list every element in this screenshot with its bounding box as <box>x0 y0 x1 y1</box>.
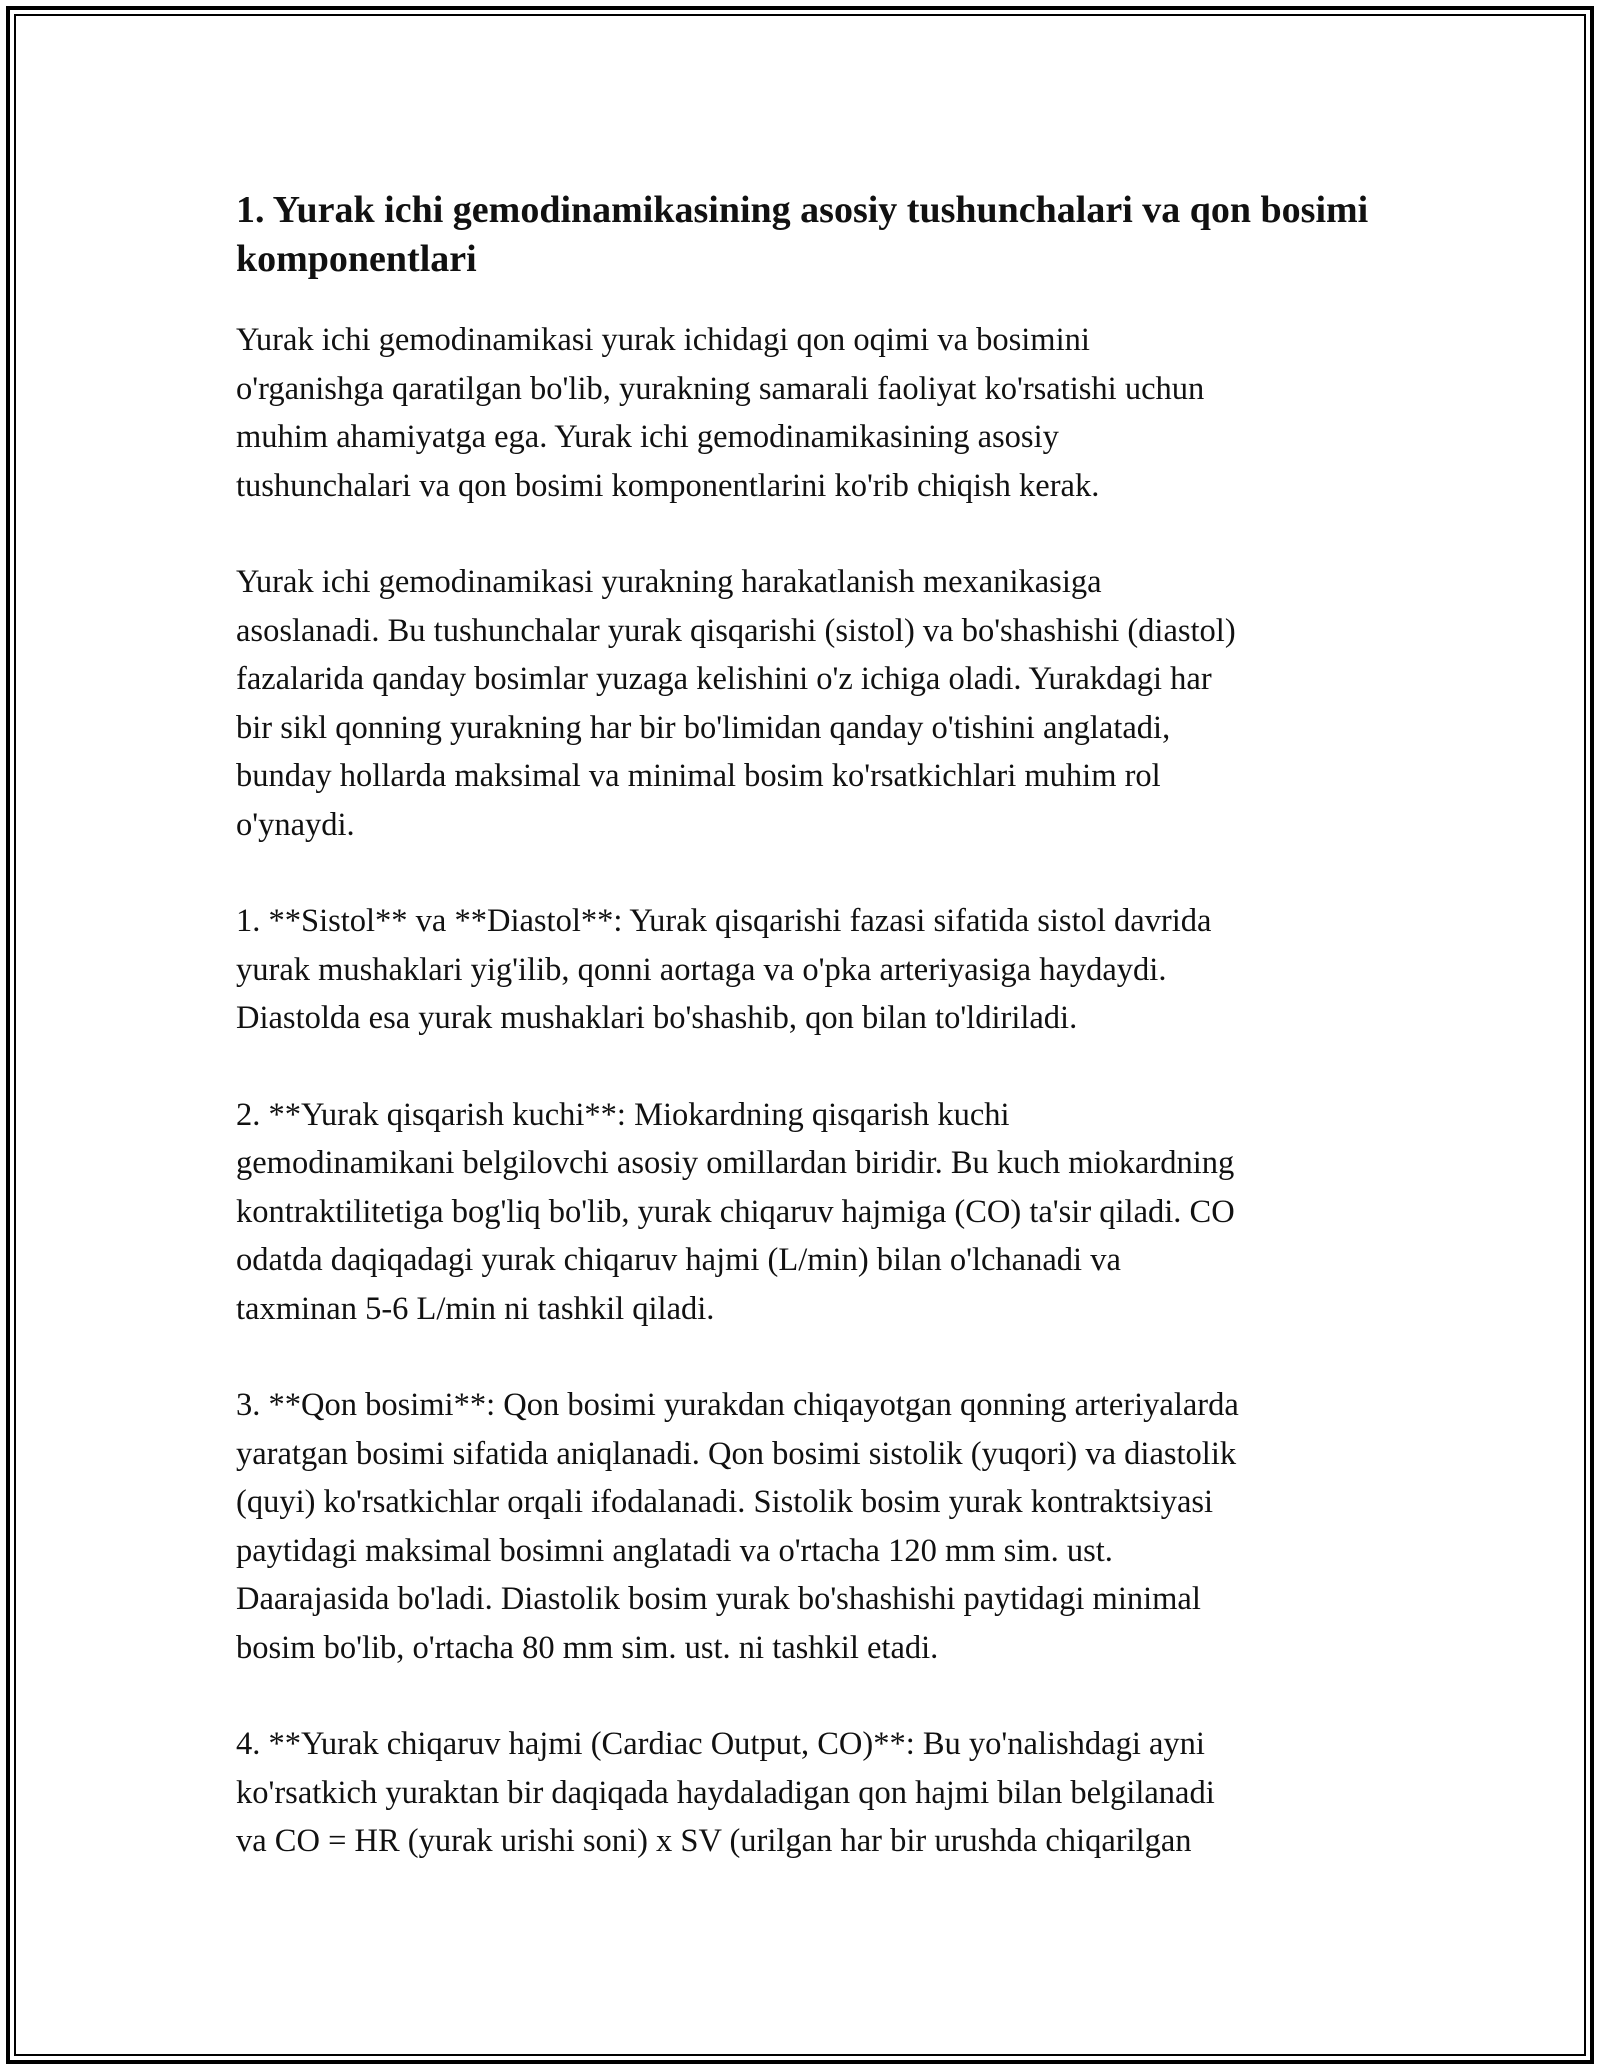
document-body <box>236 186 1376 1866</box>
list-item-sistol-diastol: 1. **Sistol** va **Diastol**: Yurak qisqarishi fazasi sifatida sistol davrida yurak mushaklari yig'ilib, qonni aortaga va o'pka arteriyasiga haydaydi. Diastolda esa yurak mushaklari bo'shashib, qon bilan to'ldiriladi. <box>236 903 1212 1036</box>
paragraph-mechanics: Yurak ichi gemodinamikasi yurakning harakatlanish mexanikasiga asoslanadi. Bu tushunchalar yurak qisqarishi (sistol) va bo'shashishi (diastol) fazalarida qanday bosimlar yuzaga kelishini o'z ichiga oladi. Yurakdagi har bir sikl qonning yurakning har bir bo'limidan qanday o'tishini anglatadi, bunday hollarda maksimal va minimal bosim ko'rsatkichlari muhim rol o'ynaydi. <box>236 564 1236 843</box>
list-item-blood-pressure: 3. **Qon bosimi**: Qon bosimi yurakdan chiqayotgan qonning arteriyalarda yaratgan bosimi sifatida aniqlanadi. Qon bosimi sistolik (yuqori) va diastolik (quyi) ko'rsatkichlar orqali ifodalanadi. Sistolik bosim yurak kontraktsiyasi paytidagi maksimal bosimni anglatadi va o'rtacha 120 mm sim. ust. Daarajasida bo'ladi. Diastolik bosim yurak bo'shashishi paytidagi minimal bosim bo'lib, o'rtacha 80 mm sim. ust. ni tashkil etadi. <box>236 1387 1239 1666</box>
list-item-contraction-force: 2. **Yurak qisqarish kuchi**: Miokardning qisqarish kuchi gemodinamikani belgilovchi asosiy omillardan biridir. Bu kuch miokardning kontraktilitetiga bog'liq bo'lib, yurak chiqaruv hajmiga (CO) ta'sir qiladi. CO odatda daqiqadagi yurak chiqaruv hajmi (L/min) bilan o'lchanadi va taxminan 5-6 L/min ni tashkil qiladi. <box>236 1096 1235 1327</box>
section-heading: 1. Yurak ichi gemodinamikasining asosiy tushunchalari va qon bosimi komponentlari <box>236 189 1369 280</box>
list-item-cardiac-output: 4. **Yurak chiqaruv hajmi (Cardiac Output, CO)**: Bu yo'nalishdagi ayni ko'rsatkich yuraktan bir daqiqada haydaladigan qon hajmi bilan belgilanadi va CO = HR (yurak urishi soni) x SV (urilgan har bir urushda chiqarilgan <box>236 1726 1215 1859</box>
paragraph-intro: Yurak ichi gemodinamikasi yurak ichidagi qon oqimi va bosimini o'rganishga qaratilgan bo'lib, yurakning samarali faoliyat ko'rsatishi uchun muhim ahamiyatga ega. Yurak ichi gemodinamikasining asosiy tushunchalari va qon bosimi komponentlarini ko'rib chiqish kerak. <box>236 322 1205 504</box>
